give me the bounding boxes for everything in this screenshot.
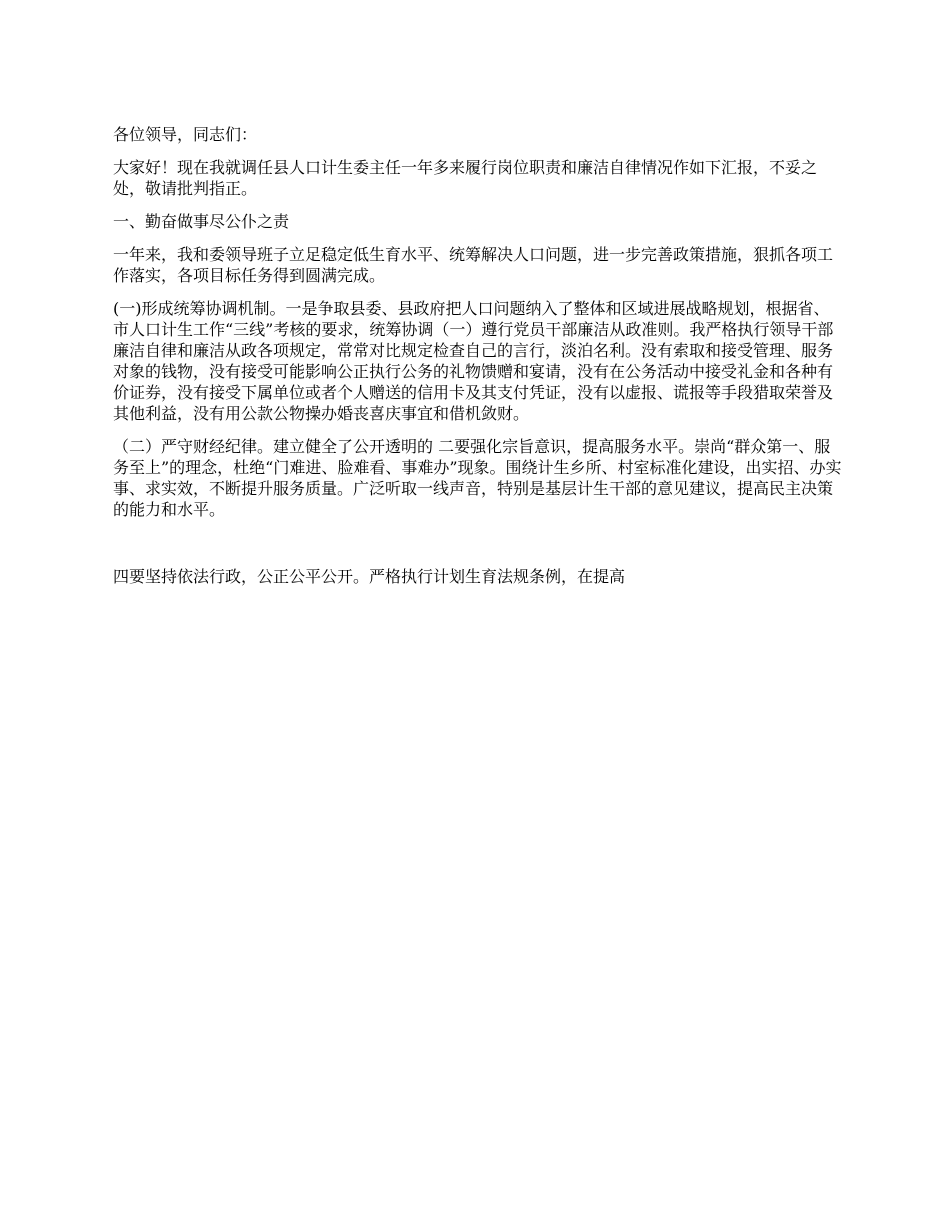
paragraph-finance-discipline: （二）严守财经纪律。建立健全了公开透明的 二要强化宗旨意识，提高服务水平。崇尚“群众第一、服务至上”的理念，杜绝“门难进、脸难看、事难办”现象。围绕计生乡所、村室标准化建设，出实招、办实事、求实效，不断提升服务质量。广泛听取一线声音，特别是基层计生干部的意见建议，提高民主决策的能力和水平。 <box>113 437 842 519</box>
paragraph-rule-of-law: 四要坚持依法行政，公正公平公开。严格执行计划生育法规条例，在提高 <box>113 567 626 586</box>
salutation: 各位领导，同志们： <box>113 125 258 144</box>
opening-paragraph: 大家好！现在我就调任县人口计生委主任一年多来履行岗位职责和廉洁自律情况作如下汇报，不妥之处，敬请批判指正。 <box>113 158 818 198</box>
document-page <box>113 124 843 599</box>
summary-paragraph: 一年来，我和委领导班子立足稳定低生育水平、统筹解决人口问题，进一步完善政策措施，狠抓各项工作落实，各项目标任务得到圆满完成。 <box>113 245 834 285</box>
section-heading-1: 一、勤奋做事尽公仆之责 <box>113 212 290 231</box>
paragraph-coordination: (一)形成统筹协调机制。一是争取县委、县政府把人口问题纳入了整体和区域进展战略规划，根据省、市人口计生工作“三线”考核的要求，统筹协调（一）遵行党员干部廉洁从政准则。我严格执行领导干部廉洁自律和廉洁从政各项规定，常常对比规定检查自己的言行，淡泊名利。没有索取和接受管理、服务对象的钱物，没有接受可能影响公正执行公务的礼物馈赠和宴请，没有在公务活动中接受礼金和各种有价证券，没有接受下属单位或者个人赠送的信用卡及其支付凭证，没有以虚报、谎报等手段猎取荣誉及其他利益，没有用公款公物操办婚丧喜庆事宜和借机敛财。 <box>113 299 834 423</box>
